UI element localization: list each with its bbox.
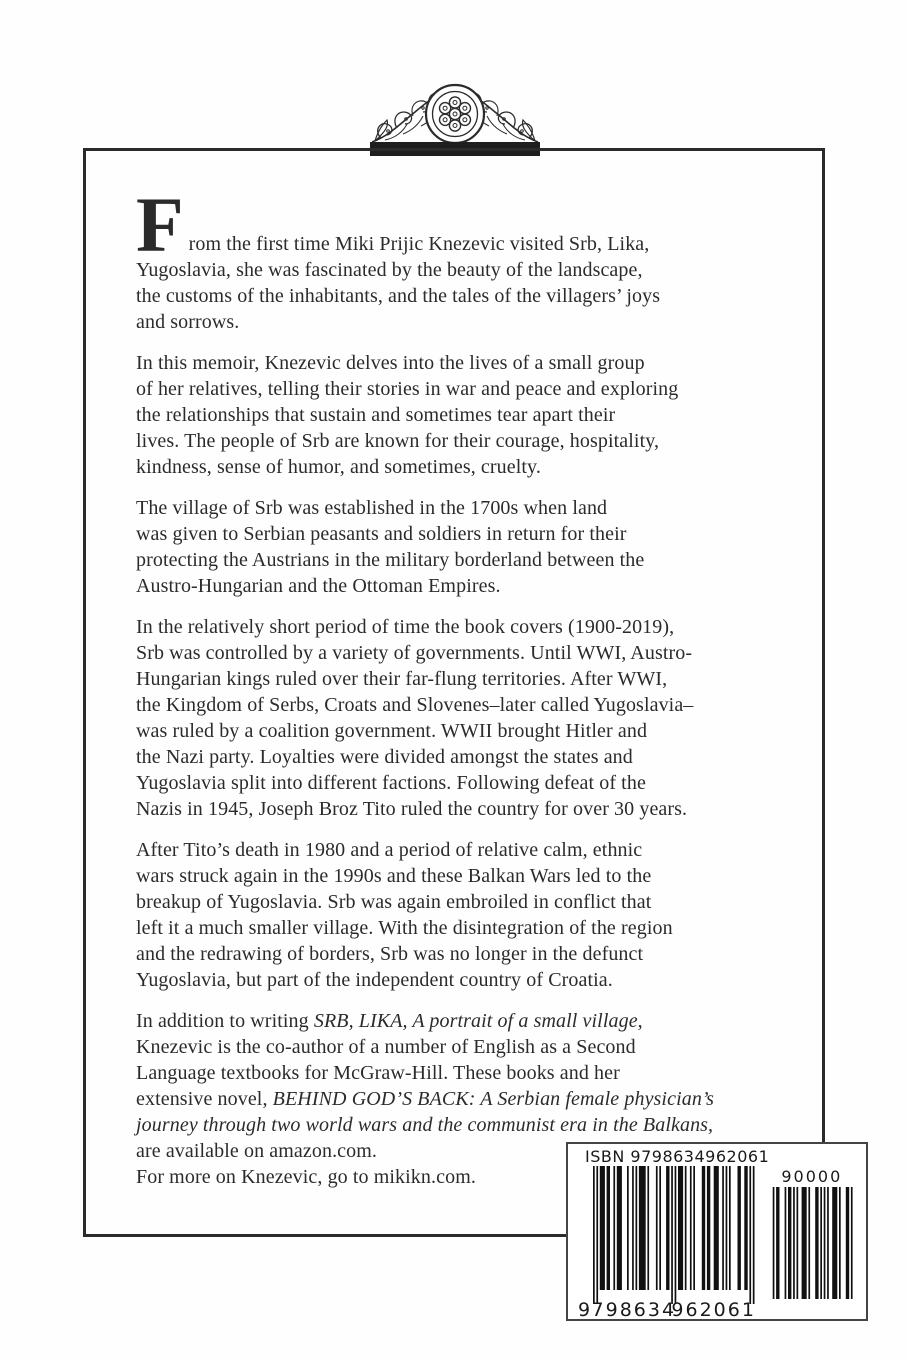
paragraph: From the first time Miki Prijic Knezevic visited Srb, Lika, Yugoslavia, she was fascinated by the beauty of the landscape, the customs of the inhabitants, and the tales of the villagers’ joys and sorrows. bbox=[136, 181, 661, 333]
paragraph: After Tito’s death in 1980 and a period of relative calm, ethnic wars struck again in the 1990s and these Balkan Wars led to the breakup of Yugoslavia. Srb was again embroiled in conflict that left it a much smaller village. With the disintegration of the region and the redrawing of borders, Srb was no longer in the defunct Yugoslavia, but part of the independent country of Croatia. bbox=[136, 839, 673, 991]
paragraph: In the relatively short period of time the book covers (1900-2019), Srb was controlled by a variety of governments. Until WWI, Austro- Hungarian kings ruled over their far-flung territories. After WWI, the Kingdom of Serbs, Croats and Slovenes–later called Yugoslavia– was ruled by a coalition government. WWII brought Hitler and the Nazi party. Loyalties were divided amongst the states and Yugoslavia split into different factions. Following defeat of the Nazis in 1945, Joseph Broz Tito ruled the country for over 30 years. bbox=[136, 616, 694, 820]
medallion-circle bbox=[426, 85, 484, 143]
ean5-supplement-barcode bbox=[770, 1168, 852, 1308]
barcode-box bbox=[566, 1142, 868, 1321]
drop-cap: F bbox=[136, 181, 184, 268]
paragraph: In this memoir, Knezevic delves into the lives of a small group of her relatives, telling their stories in war and peace and exploring the relationships that sustain and sometimes tear apart their lives. The people of Srb are known for their courage, hospitality, kindness, sense of humor, and sometimes, cruelty. bbox=[136, 352, 679, 478]
barcode-digits-left-group: 798634 bbox=[591, 1299, 677, 1321]
floral-crest-icon bbox=[355, 76, 555, 156]
paragraph: In addition to writing SRB, LIKA, A portrait of a small village, Knezevic is the co-author of a number of English as a Second Language textbooks for McGraw-Hill. These books and her extensive novel, BEHIND GOD’S BACK: A Serbian female physician’s journey through two world wars and the communist era in the Balkans, are available on amazon.com. For more on Knezevic, go to mikikn.com. bbox=[136, 1010, 714, 1188]
isbn-label: ISBN 9798634962061 bbox=[585, 1147, 770, 1166]
supplement-digits: 90000 bbox=[781, 1167, 843, 1186]
paragraph: The village of Srb was established in the 1700s when land was given to Serbian peasants and soldiers in return for their protecting the Austrians in the military borderland between the Austro-Hungarian and the Ottoman Empires. bbox=[136, 497, 645, 597]
ean13-barcode bbox=[577, 1166, 756, 1321]
barcode-digits-right-group: 962061 bbox=[671, 1299, 756, 1321]
barcode-digit-leading: 9 bbox=[578, 1299, 591, 1321]
text-block bbox=[136, 181, 804, 1205]
